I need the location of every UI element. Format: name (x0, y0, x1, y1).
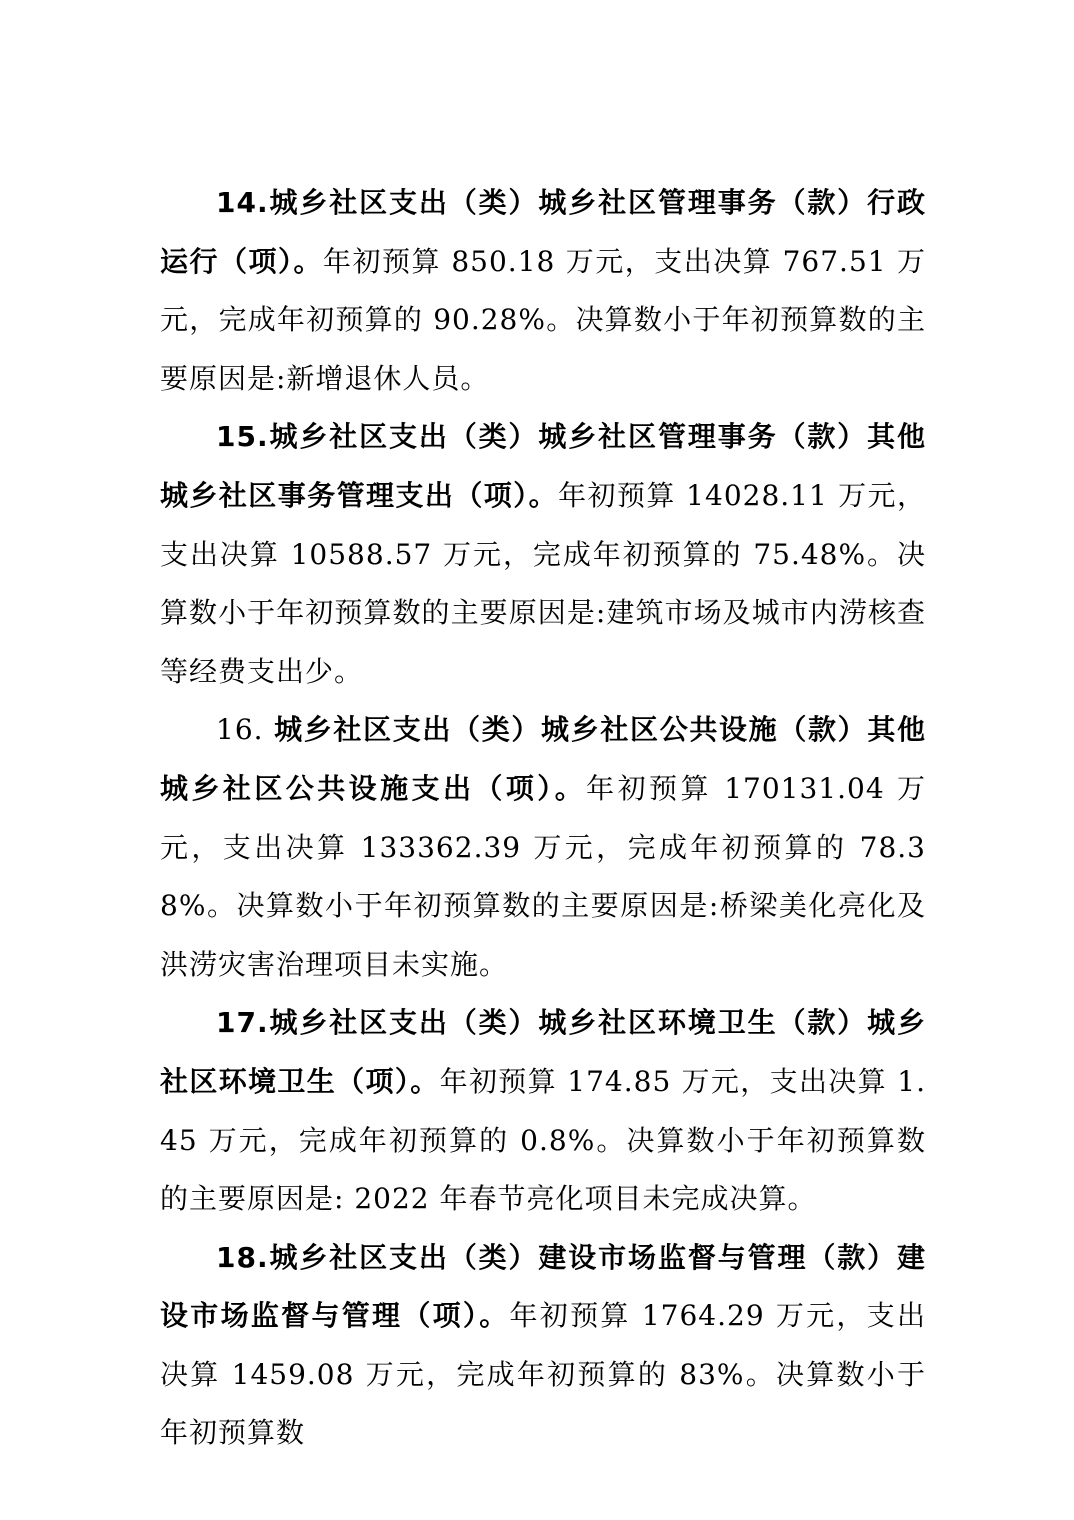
paragraph-14 (160, 174, 926, 408)
paragraph-16 (160, 701, 926, 994)
paragraph-18 (160, 1229, 926, 1463)
document-page (160, 174, 926, 1463)
paragraph-body: 年初预算 1764.29 万元，支出决算 1459.08 万元，完成年初预算的 83%。决算数小于年初预算数 (160, 1299, 926, 1450)
paragraph-heading: 18.城乡社区支出（类）建设市场监督与管理（款）建设市场监督与管理（项）。 (160, 1240, 926, 1333)
paragraph-heading: 15.城乡社区支出（类）城乡社区管理事务（款）其他城乡社区事务管理支出（项）。 (160, 420, 926, 512)
paragraph-heading: 17.城乡社区支出（类）城乡社区环境卫生（款）城乡社区环境卫生（项）。 (160, 1006, 926, 1098)
paragraph-17 (160, 994, 926, 1228)
paragraph-number: 16. (216, 713, 275, 747)
paragraph-heading: 城乡社区支出（类）城乡社区公共设施（款）其他城乡社区公共设施支出（项）。 (160, 713, 926, 805)
paragraph-body: 年初预算 170131.04 万元，支出决算 133362.39 万元，完成年初预算的 78.38%。决算数小于年初预算数的主要原因是:桥梁美化亮化及洪涝灾害治理项目未实施。 (160, 771, 926, 981)
paragraph-body: 年初预算 850.18 万元，支出决算 767.51 万元，完成年初预算的 90.28%。决算数小于年初预算数的主要原因是:新增退休人员。 (160, 244, 926, 395)
paragraph-body: 年初预算 174.85 万元，支出决算 1.45 万元，完成年初预算的 0.8%。决算数小于年初预算数的主要原因是: 2022 年春节亮化项目未完成决算。 (160, 1064, 926, 1216)
paragraph-heading: 14.城乡社区支出（类）城乡社区管理事务（款）行政运行（项）。 (160, 186, 926, 278)
paragraph-body: 年初预算 14028.11 万元，支出决算 10588.57 万元，完成年初预算的 75.48%。决算数小于年初预算数的主要原因是:建筑市场及城市内涝核查等经费支出少。 (160, 478, 926, 688)
paragraph-15 (160, 408, 926, 701)
